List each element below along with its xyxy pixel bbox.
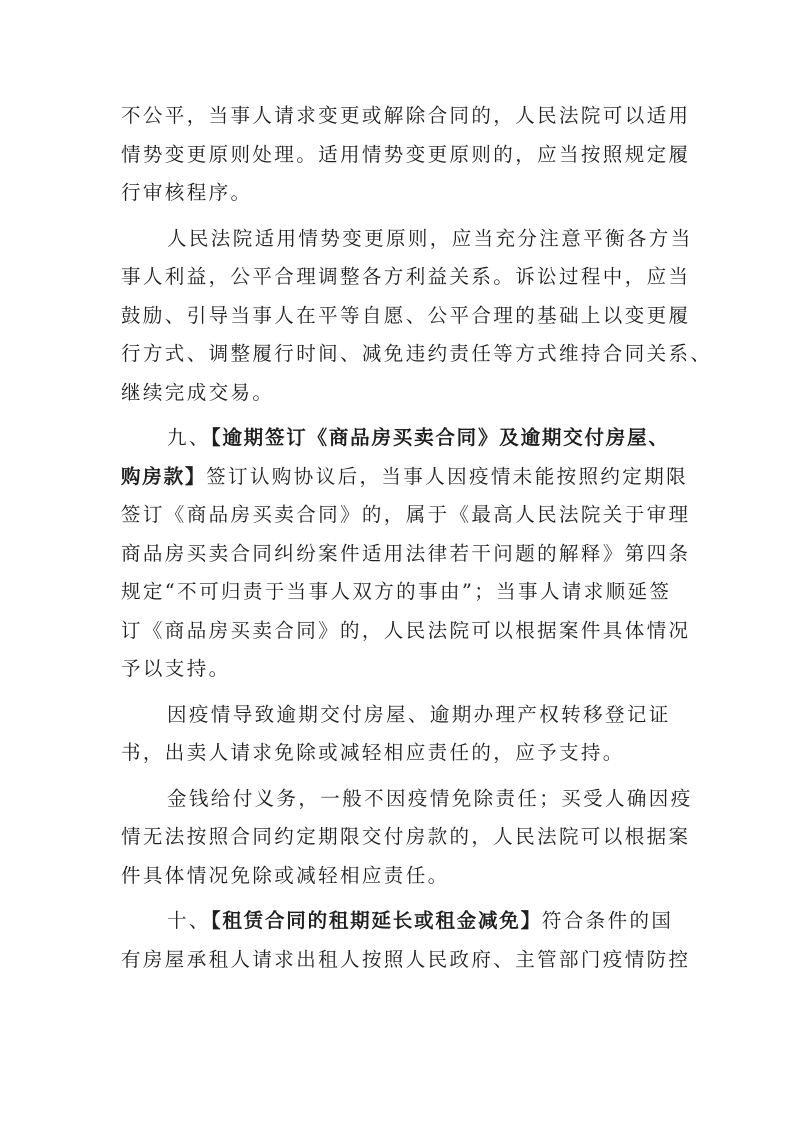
text-line: 行审核程序。 <box>121 181 253 204</box>
text-line: 事人利益，公平合理调整各方利益关系。诉讼过程中，应当 <box>121 265 691 288</box>
text-line: 继续完成交易。 <box>121 380 275 404</box>
paragraph <box>121 220 713 413</box>
text-line: 鼓励、引导当事人在平等自愿、公平合理的基础上以变更履 <box>121 303 691 327</box>
text-line: 商品房买卖合同纠纷案件适用法律若干问题的解释》第四条 <box>121 541 691 565</box>
text-line: 因疫情导致逾期交付房屋、逾期办理产权转移登记证 <box>167 702 671 726</box>
section-title-continued: 购房款】 <box>121 464 207 488</box>
paragraph <box>121 696 677 773</box>
section-number: 九、 <box>167 426 211 449</box>
text-line: 订《商品房买卖合同》的，人民法院可以根据案件具体情况 <box>121 618 691 642</box>
text-line: 人民法院适用情势变更原则，应当充分注意平衡各方当 <box>167 226 693 250</box>
text-line: 书，出卖人请求免除或减轻相应责任的，应予支持。 <box>121 741 625 764</box>
section-number: 十、 <box>167 909 211 932</box>
text-line: 有房屋承租人请求出租人按照人民政府、主管部门疫情防控 <box>121 947 691 971</box>
text-line: 予以支持。 <box>121 657 231 680</box>
section-title: 【逾期签订《商品房买卖合同》及逾期交付房屋、 <box>210 426 670 449</box>
text-line: 情势变更原则处理。适用情势变更原则的，应当按照规定履 <box>121 142 691 166</box>
text-line: 规定“不可归责于当事人双方的事由”；当事人请求顺延签 <box>121 580 672 603</box>
section-body-start: 签订认购协议后，当事人因疫情未能按照约定期限 <box>206 464 689 488</box>
text-line: 不公平，当事人请求变更或解除合同的，人民法院可以适用 <box>121 104 691 127</box>
section-heading-line <box>121 458 689 497</box>
section-ten <box>121 902 691 979</box>
text-line: 金钱给付义务，一般不因疫情免除责任；买受人确因疫 <box>167 786 693 810</box>
section-title: 【租赁合同的租期延长或租金减免】 <box>210 909 542 932</box>
section-heading-line <box>121 902 677 941</box>
section-heading-line <box>121 419 677 458</box>
section-nine <box>121 419 691 689</box>
paragraph <box>121 97 691 213</box>
text-line: 情无法按照合同约定期限交付房款的，人民法院可以根据案 <box>121 825 691 848</box>
document-page <box>121 97 713 979</box>
paragraph <box>121 780 693 896</box>
text-line: 行方式、调整履行时间、减免违约责任等方式维持合同关系、 <box>121 342 713 365</box>
text-line: 件具体情况免除或减轻相应责任。 <box>121 863 450 887</box>
section-body-start: 符合条件的国 <box>541 909 674 932</box>
text-line: 签订《商品房买卖合同》的，属于《最高人民法院关于审理 <box>121 503 691 526</box>
